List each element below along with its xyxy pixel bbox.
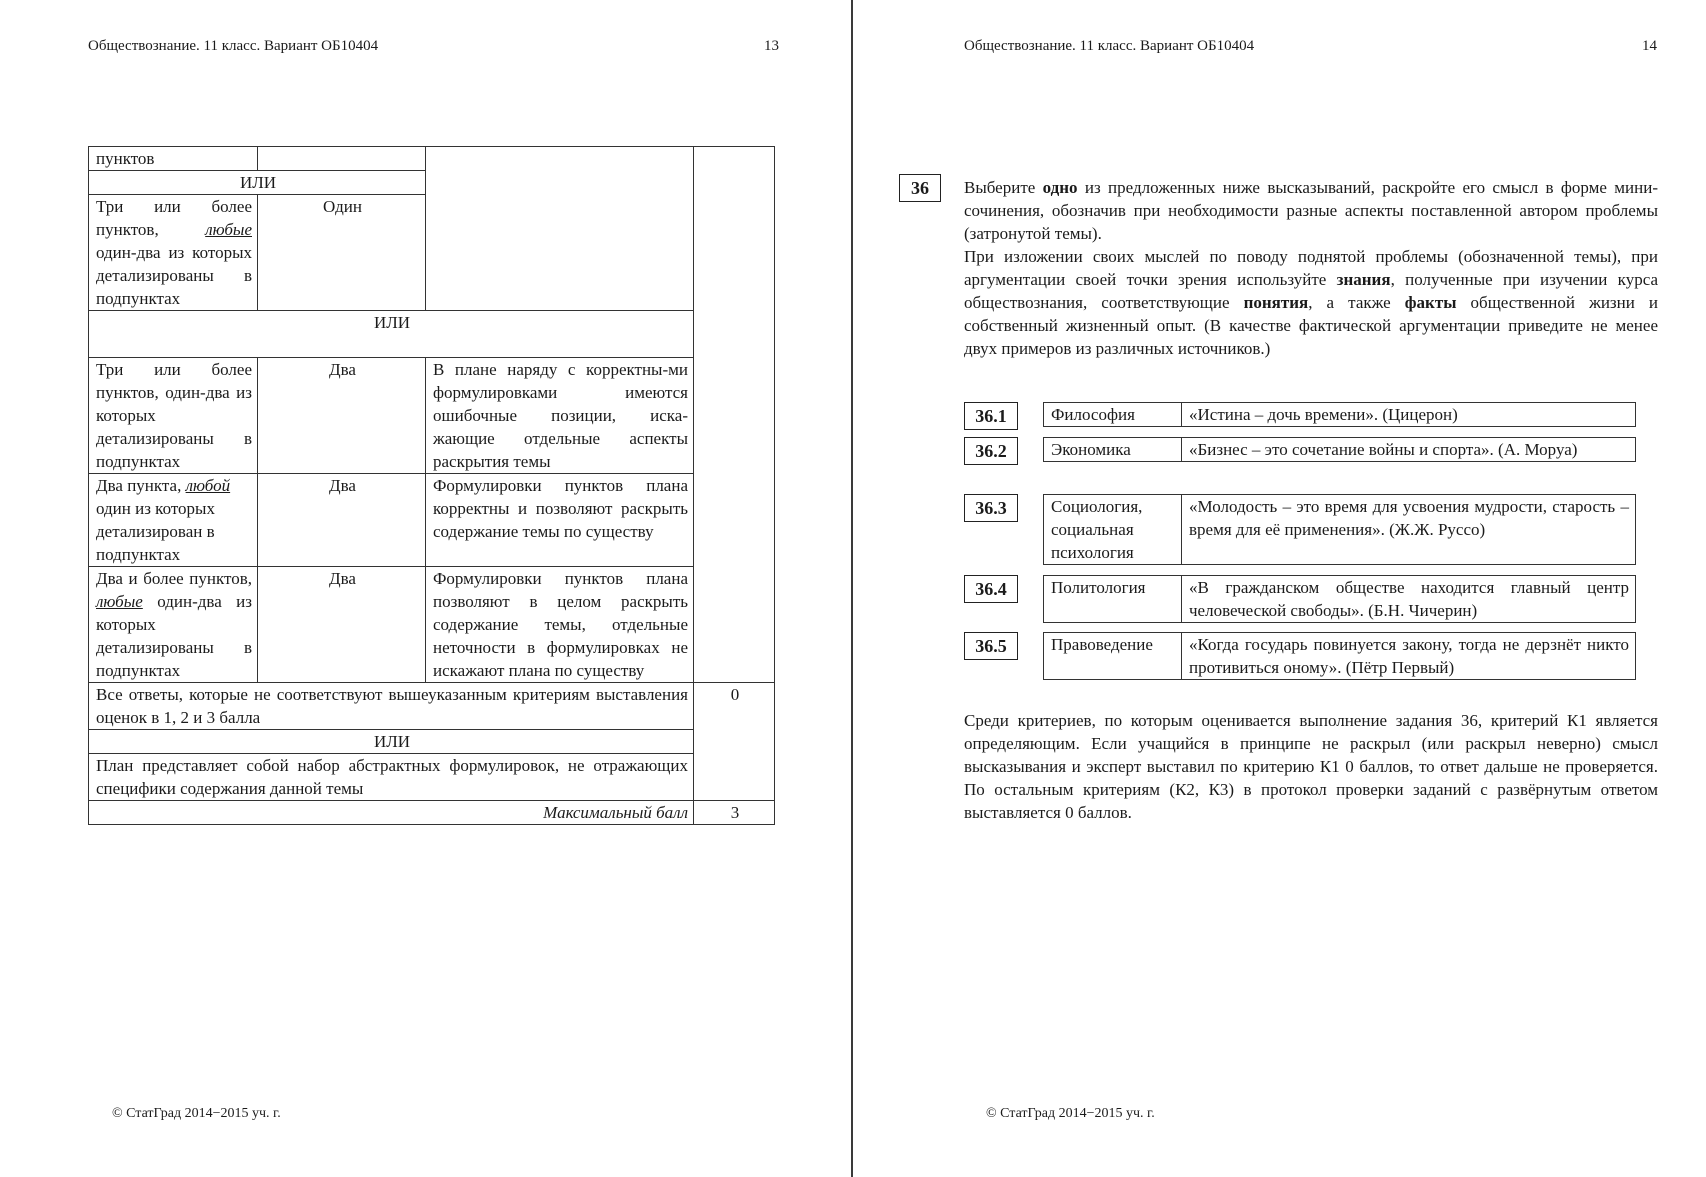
table-cell: Формулировки пунктов плана корректны и позволяют раскрыть содержание темы по существу	[426, 474, 694, 567]
page-header: Обществознание. 11 класс. Вариант ОБ10404	[964, 38, 1255, 54]
score-cell	[694, 147, 775, 683]
page-footer: © СтатГрад 2014−2015 уч. г.	[112, 1106, 281, 1121]
option-quote: «В гражданском обществе находится главный центр человеческой свободы». (Б.Н. Чичерин)	[1182, 576, 1636, 623]
table-cell	[258, 147, 426, 171]
option-subject: Экономика	[1044, 438, 1182, 462]
table-row	[89, 147, 775, 171]
option-row	[1043, 437, 1636, 462]
table-cell: Формулировки пунктов плана позволяют в целом раскрыть содержание темы, отдельные неточности в формулировках не искажают плана по существу	[426, 567, 694, 683]
option-row	[1043, 575, 1636, 623]
table-row	[89, 567, 775, 683]
option-subject: Правоведение	[1044, 633, 1182, 680]
table-cell: пунктов	[89, 147, 258, 171]
option-quote: «Истина – дочь времени». (Цицерон)	[1182, 403, 1636, 427]
table-row	[89, 311, 775, 358]
table-cell: Два пункта, любой один из которых детализирован в подпунктах	[89, 474, 258, 567]
instruction-paragraph: Выберите одно из предложенных ниже высказываний, раскройте его смысл в форме мини-сочинения, обозначив при необходимости разные аспекты поставленной автором проблемы (затронутой темы).	[964, 178, 1659, 243]
page-divider	[851, 0, 853, 1177]
page-header: Обществознание. 11 класс. Вариант ОБ10404	[88, 38, 379, 54]
task-number-box: 36	[899, 174, 941, 202]
option-number: 36.1	[964, 402, 1018, 430]
table-row	[89, 474, 775, 567]
criteria-note: Среди критериев, по которым оценивается выполнение задания 36, критерий К1 является определяющим. Если учащийся в принципе не раскрыл (или раскрыл неверно) смысл высказывания и эксперт выставил по критерию К1 0 баллов, то ответ дальше не проверяется. По остальным критериям (К2, К3) в протокол проверки заданий с развёрнутым ответом выставляется 0 баллов.	[964, 711, 1658, 822]
option-subject: Философия	[1044, 403, 1182, 427]
or-separator: ИЛИ	[89, 311, 694, 358]
table-cell: Два	[258, 358, 426, 474]
table-cell: В плане наряду с корректны-ми формулировками имеются ошибочные позиции, иска-жающие отдельные аспекты раскрытия темы	[426, 358, 694, 474]
option-number: 36.3	[964, 494, 1018, 522]
table-cell	[426, 147, 694, 311]
option-number: 36.5	[964, 632, 1018, 660]
option-number: 36.2	[964, 437, 1018, 465]
page-number: 13	[764, 38, 779, 54]
option-number: 36.4	[964, 575, 1018, 603]
option-row	[1043, 402, 1636, 427]
option-subject: Социология, социальная психология	[1044, 495, 1182, 565]
table-cell: Два	[258, 567, 426, 683]
score-cell: 0	[694, 683, 775, 801]
emphasis: любые	[96, 592, 143, 611]
table-row	[89, 683, 775, 730]
table-cell: Два и более пунктов, любые один-два из которых детализированы в подпунктах	[89, 567, 258, 683]
left-page	[0, 0, 852, 1177]
instruction-paragraph: При изложении своих мыслей по поводу поднятой проблемы (обозначенной темы), при аргументации своей точки зрения используйте знания, полученные при изучении курса обществознания, соответствующие понятия, а также факты общественной жизни и собственный жизненный опыт. (В качестве фактической аргументации приведите не менее двух примеров из различных источников.)	[964, 247, 1658, 358]
table-cell: Все ответы, которые не соответствуют вышеуказанным критериям выставления оценок в 1, 2 и 3 балла	[89, 683, 694, 730]
page-footer: © СтатГрад 2014−2015 уч. г.	[986, 1106, 1155, 1121]
table-cell: План представляет собой набор абстрактных формулировок, не отражающих специфики содержания данной темы	[89, 754, 694, 801]
task-instructions	[964, 176, 1658, 360]
emphasis: любой	[185, 476, 231, 495]
or-separator: ИЛИ	[89, 730, 694, 754]
table-row	[89, 801, 775, 825]
max-score-label: Максимальный балл	[89, 801, 694, 825]
option-subject: Политология	[1044, 576, 1182, 623]
page-number: 14	[1642, 38, 1657, 54]
option-quote: «Молодость – это время для усвоения мудрости, старость – время для её применения». (Ж.Ж. Руссо)	[1182, 495, 1636, 565]
table-row	[89, 358, 775, 474]
max-score-value: 3	[694, 801, 775, 825]
table-row	[89, 754, 775, 801]
table-row	[89, 730, 775, 754]
option-row	[1043, 632, 1636, 680]
option-quote: «Когда государь повинуется закону, тогда не дерзнёт никто противиться оному». (Пётр Первый)	[1182, 633, 1636, 680]
option-quote: «Бизнес – это сочетание войны и спорта». (А. Моруа)	[1182, 438, 1636, 462]
right-page	[854, 0, 1706, 1177]
table-cell: Два	[258, 474, 426, 567]
criteria-table	[88, 146, 775, 825]
table-cell: Один	[258, 195, 426, 311]
table-cell: Три или более пунктов, один-два из которых детализированы в подпунктах	[89, 358, 258, 474]
table-cell: Три или более пунктов, любые один-два из которых детализированы в подпунктах	[89, 195, 258, 311]
or-separator: ИЛИ	[89, 171, 426, 195]
option-row	[1043, 494, 1636, 565]
emphasis: любые	[205, 220, 252, 239]
